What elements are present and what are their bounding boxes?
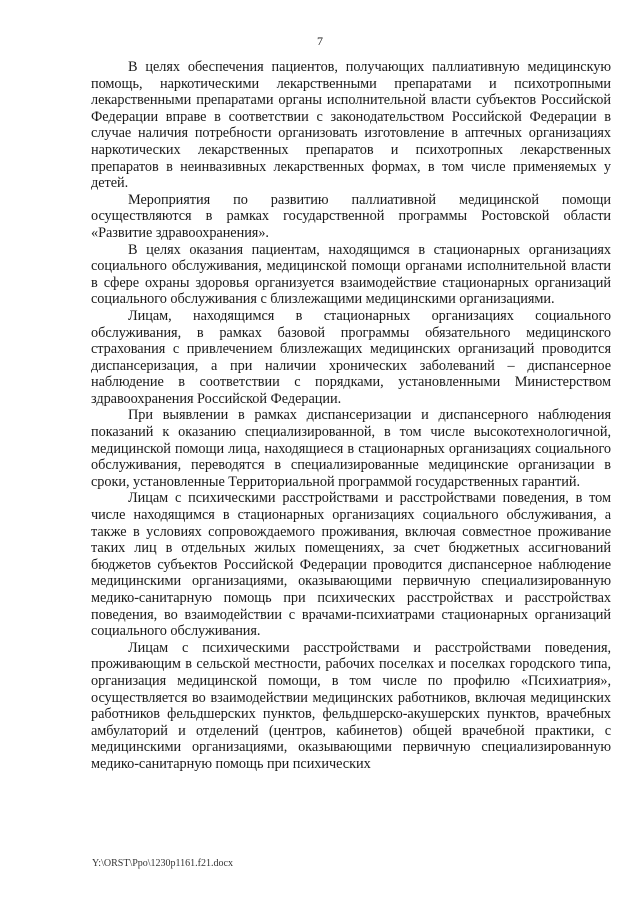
paragraph-dispensary-examination: Лицам, находящимся в стационарных организациях социального обслуживания, в рамках базовой программы обязательного медицинского страхования с привлечением близлежащих медицинских организаций проводится диспансеризация, а при наличии хронических заболеваний – диспансерное наблюдение в соответствии с порядками, установленными Министерством здравоохранения Российской Федерации.	[91, 307, 611, 407]
paragraph-rural-psychiatry: Лицам с психическими расстройствами и расстройствами поведения, проживающим в сельской местности, рабочих поселках и поселках городского типа, организация медицинской помощи, в том числе по профилю «Психиатрия», осуществляется во взаимодействии медицинских работников, включая медицинских работников фельдшерских пунктов, фельдшерско-акушерских пунктов, врачебных амбулаторий и отделений (центров, кабинетов) общей врачебной практики, с медицинскими организациями, оказывающими первичную специализированную медико-санитарную помощь при психических	[91, 639, 611, 772]
paragraph-mental-disorders-observation: Лицам с психическими расстройствами и расстройствами поведения, в том числе находящимся в стационарных организациях социального обслуживания, а также в условиях сопровождаемого проживания, включая совместное проживание таких лиц в отдельных жилых помещениях, за счет бюджетных ассигнований бюджетов субъектов Российской Федерации проводится диспансерное наблюдение медицинскими организациями, оказывающими первичную специализированную медико-санитарную помощь при психических расстройствах и расстройствах поведения, во взаимодействии с врачами-психиатрами стационарных организаций социального обслуживания.	[91, 490, 611, 640]
paragraph-specialized-care-transfer: При выявлении в рамках диспансеризации и диспансерного наблюдения показаний к оказанию специализированной, в том числе высокотехнологичной, медицинской помощи лица, находящиеся в стационарных организациях социального обслуживания, переводятся в специализированные медицинские организации в сроки, установленные Территориальной программой государственных гарантий.	[91, 407, 611, 490]
paragraph-palliative-program: Мероприятия по развитию паллиативной медицинской помощи осуществляются в рамках государственной программы Ростовской области «Развитие здравоохранения».	[91, 191, 611, 241]
page-number: 7	[317, 34, 323, 48]
footer-file-path: Y:\ORST\Ppo\1230p1161.f21.docx	[92, 858, 233, 869]
document-body	[91, 59, 611, 773]
paragraph-social-care-interaction: В целях оказания пациентам, находящимся в стационарных организациях социального обслуживания, медицинской помощи органами исполнительной власти в сфере охраны здоровья организуется взаимодействие стационарных организаций социального обслуживания с близлежащими медицинскими организациями.	[91, 241, 611, 308]
paragraph-narcotic-drugs: В целях обеспечения пациентов, получающих паллиативную медицинскую помощь, наркотическими лекарственными препаратами и психотропными лекарственными препаратами органы исполнительной власти субъектов Российской Федерации вправе в соответствии с законодательством Российской Федерации в случае наличия потребности организовать изготовление в аптечных организациях наркотических лекарственных препаратов и психотропных лекарственных препаратов в неинвазивных лекарственных формах, в том числе применяемых у детей.	[91, 59, 611, 192]
